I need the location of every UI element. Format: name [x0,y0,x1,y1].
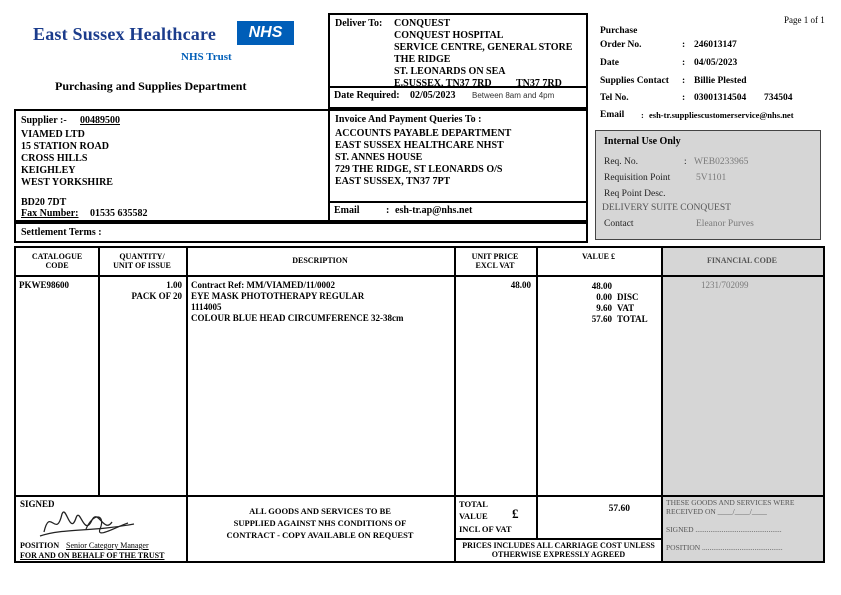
invoice-address-line: ST. ANNES HOUSE [335,152,423,163]
deliver-address-line: SERVICE CENTRE, GENERAL STORE [394,42,573,53]
fax-value: 01535 635582 [90,208,148,219]
deliver-address-line: THE RIDGE [394,54,451,65]
received-position-line: POSITION ........................................... [666,543,783,552]
org-name: East Sussex Healthcare [33,24,217,44]
value-line [538,281,659,292]
unit-of-issue-value: PACK OF 20 [131,291,182,301]
carriage-line: PRICES INCLUDES ALL CARRIAGE COST UNLESS [462,541,655,550]
deliver-to-label: Deliver To: [335,18,383,29]
col-header-quantity: QUANTITY/ [119,252,165,261]
grid-line [454,538,663,540]
carriage-line: OTHERWISE EXPRESSLY AGREED [491,550,626,559]
deliver-address-line: ST. LEONARDS ON SEA [394,66,506,77]
signed-label: SIGNED [20,499,55,509]
nhs-logo [237,21,294,45]
financial-code-value: 1231/702099 [701,280,749,290]
total-label-line: VALUE [459,511,488,521]
quantity-value: 1.00 [166,280,182,290]
tel-ext: 734504 [764,93,793,103]
description-line: 1114005 [191,302,222,312]
req-point-desc-label: Req Point Desc. [604,189,666,199]
value-label [612,281,659,292]
col-header-unit-price: EXCL VAT [475,261,515,270]
supplier-address-line: VIAMED LTD [21,129,85,140]
nhs-logo-text: NHS [248,24,283,41]
received-statement-line: THESE GOODS AND SERVICES WERE [666,498,795,507]
invoice-email-row [330,201,586,220]
internal-use-title: Internal Use Only [604,136,681,147]
colon: : [682,40,686,50]
pound-sign: £ [512,506,519,521]
colon: : [682,76,686,86]
invoice-heading: Invoice And Payment Queries To : [335,114,482,125]
department-title: Purchasing and Supplies Department [55,79,247,93]
deliver-address-line: E.SUSSEX, TN37 7RD [394,78,492,89]
colon: : [682,93,686,103]
deliver-postcode: TN37 7RD [516,78,562,89]
grid-line [661,248,663,561]
req-no-value: WEB0233965 [694,157,749,167]
date-required-row [330,86,586,107]
invoice-address-line: ACCOUNTS PAYABLE DEPARTMENT [335,128,512,139]
value-label: TOTAL [617,314,648,324]
invoice-address-line: EAST SUSSEX, TN37 7PT [335,176,451,187]
value-line [538,303,659,314]
settlement-terms-label: Settlement Terms : [21,227,102,238]
colon: : [386,205,390,216]
behalf-statement: FOR AND ON BEHALF OF THE TRUST [20,551,165,560]
requisition-point-label: Requisition Point [604,173,671,183]
purchase-title: Purchase [600,26,638,36]
value-line [538,292,659,303]
requisition-point-value: 5V1101 [696,173,727,183]
invoice-address-line: 729 THE RIDGE, ST LEONARDS O/S [335,164,503,175]
col-header-unit-price: UNIT PRICE [471,252,519,261]
colon: : [641,110,644,120]
description-line: COLOUR BLUE HEAD CIRCUMFERENCE 32-38cm [191,313,404,323]
total-label-line: TOTAL [459,499,488,509]
supplier-code: 00489500 [80,115,120,126]
received-signed-line: SIGNED .............................................. [666,525,782,534]
invoice-email-value: esh-tr.ap@nhs.net [395,205,473,216]
catalogue-code-value: PKWE98600 [19,280,70,290]
deliver-address-line: CONQUEST HOSPITAL [394,30,504,41]
colon: : [684,157,687,167]
grid-line [454,248,456,561]
signature-image [34,502,164,544]
deliver-address-line: CONQUEST [394,18,451,29]
value-amount: 0.00 [596,292,612,302]
supplies-contact-value: Billie Plested [694,76,747,86]
internal-contact-label: Contact [604,219,634,229]
col-header-value: VALUE £ [582,252,615,261]
total-value: 57.60 [608,504,630,514]
supplier-box [14,109,330,222]
order-table [14,246,825,563]
supplier-postcode: BD20 7DT [21,197,67,208]
po-email-value: esh-tr.suppliescustomerservice@nhs.net [649,110,794,120]
colon: : [682,58,686,68]
value-amount: 57.60 [591,314,612,324]
col-header-description: DESCRIPTION [292,256,348,265]
nhs-trust-label: NHS Trust [181,51,232,63]
fax-label: Fax Number: [21,208,79,219]
supplier-label: Supplier :- [21,115,67,126]
supplier-address-line: KEIGHLEY [21,165,76,176]
internal-contact-value: Eleanor Purves [696,219,754,229]
date-required-value: 02/05/2023 [410,90,456,101]
col-header-catalogue: CATALOGUE [31,252,83,261]
conditions-line: CONTRACT - COPY AVAILABLE ON REQUEST [226,530,414,540]
value-amount: 48.00 [591,281,612,291]
page-number: Page 1 of 1 [784,15,825,25]
grid-line [16,495,823,497]
conditions-line: ALL GOODS AND SERVICES TO BE [249,506,391,516]
invoice-email-label: Email [334,205,360,216]
col-header-financial: FINANCIAL CODE [706,256,777,265]
tel-label: Tel No. [600,93,629,103]
description-line: Contract Ref: MM/VIAMED/11/0002 [191,280,335,290]
po-email-label: Email [600,110,625,120]
value-amount: 9.60 [596,303,612,313]
unit-price-value: 48.00 [510,280,531,290]
col-header-quantity: UNIT OF ISSUE [113,261,171,270]
invoice-queries-box [328,109,588,222]
order-date-value: 04/05/2023 [694,58,738,68]
date-required-note: Between 8am and 4pm [472,91,555,100]
conditions-line: SUPPLIED AGAINST NHS CONDITIONS OF [233,518,407,528]
grid-line [16,275,823,277]
supplier-address-line: WEST YORKSHIRE [21,177,113,188]
invoice-address-line: EAST SUSSEX HEALTHCARE NHST [335,140,504,151]
col-header-catalogue: CODE [45,261,69,270]
supplier-address-line: CROSS HILLS [21,153,88,164]
supplies-contact-label: Supplies Contact [600,76,669,86]
supplier-address-line: 15 STATION ROAD [21,141,109,152]
req-no-label: Req. No. [604,157,639,167]
position-value: Senior Category Manager [66,541,149,550]
settlement-terms-box [14,222,588,243]
deliver-to-box [328,13,588,109]
tel-value: 03001314504 [694,93,747,103]
description-line: EYE MASK PHOTOTHERAPY REGULAR [191,291,365,301]
order-no-value: 246013147 [694,40,737,50]
total-label-line: INCL OF VAT [459,524,512,534]
order-date-label: Date [600,58,619,68]
value-breakdown [538,281,659,325]
internal-use-box [595,130,821,240]
position-label: POSITION [20,541,60,550]
value-line [538,314,659,325]
value-label: DISC [617,292,639,302]
received-statement-line: RECEIVED ON ____/____/____ [666,507,767,516]
order-no-label: Order No. [600,40,642,50]
date-required-label: Date Required: [334,90,400,101]
value-label: VAT [617,303,635,313]
req-point-desc-value: DELIVERY SUITE CONQUEST [602,203,731,213]
